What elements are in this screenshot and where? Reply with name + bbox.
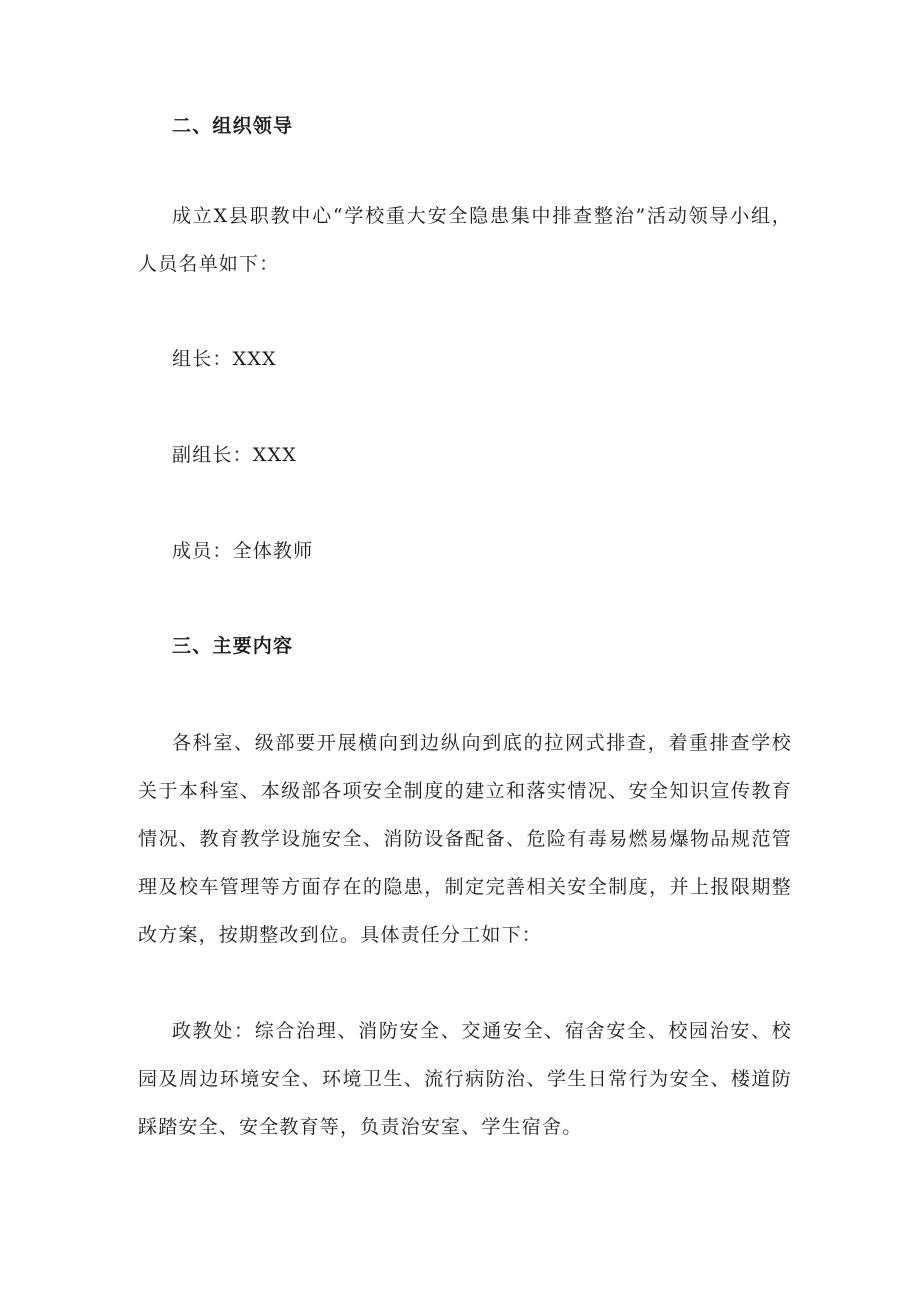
main-content-paragraph: 各科室、级部要开展横向到边纵向到底的拉网式排查，着重排查学校关于本科室、本级部各项安全制度的建立和落实情况、安全知识宣传教育情况、教育教学设施安全、消防设备配备、危险有毒易燃易爆物品规范管理及校车管理等方面存在的隐患，制定完善相关安全制度，并上报限期整改方案，按期整改到位。具体责任分工如下： [138,732,792,946]
political-education-office-duties: 政教处：综合治理、消防安全、交通安全、宿舍安全、校园治安、校园及周边环境安全、环境卫生、流行病防治、学生日常行为安全、楼道防踩踏安全、安全教育等，负责治安室、学生宿舍。 [138,1020,792,1138]
group-leader-line: 组长：XXX [172,348,277,370]
section-heading-organization: 二、组织领导 [172,115,294,137]
leadership-group-intro: 成立X县职教中心“学校重大安全隐患集中排查整治”活动领导小组，人员名单如下： [138,205,792,275]
section-heading-main-content: 三、主要内容 [172,635,294,657]
deputy-leader-line: 副组长：XXX [172,444,297,466]
members-line: 成员：全体教师 [172,540,314,562]
